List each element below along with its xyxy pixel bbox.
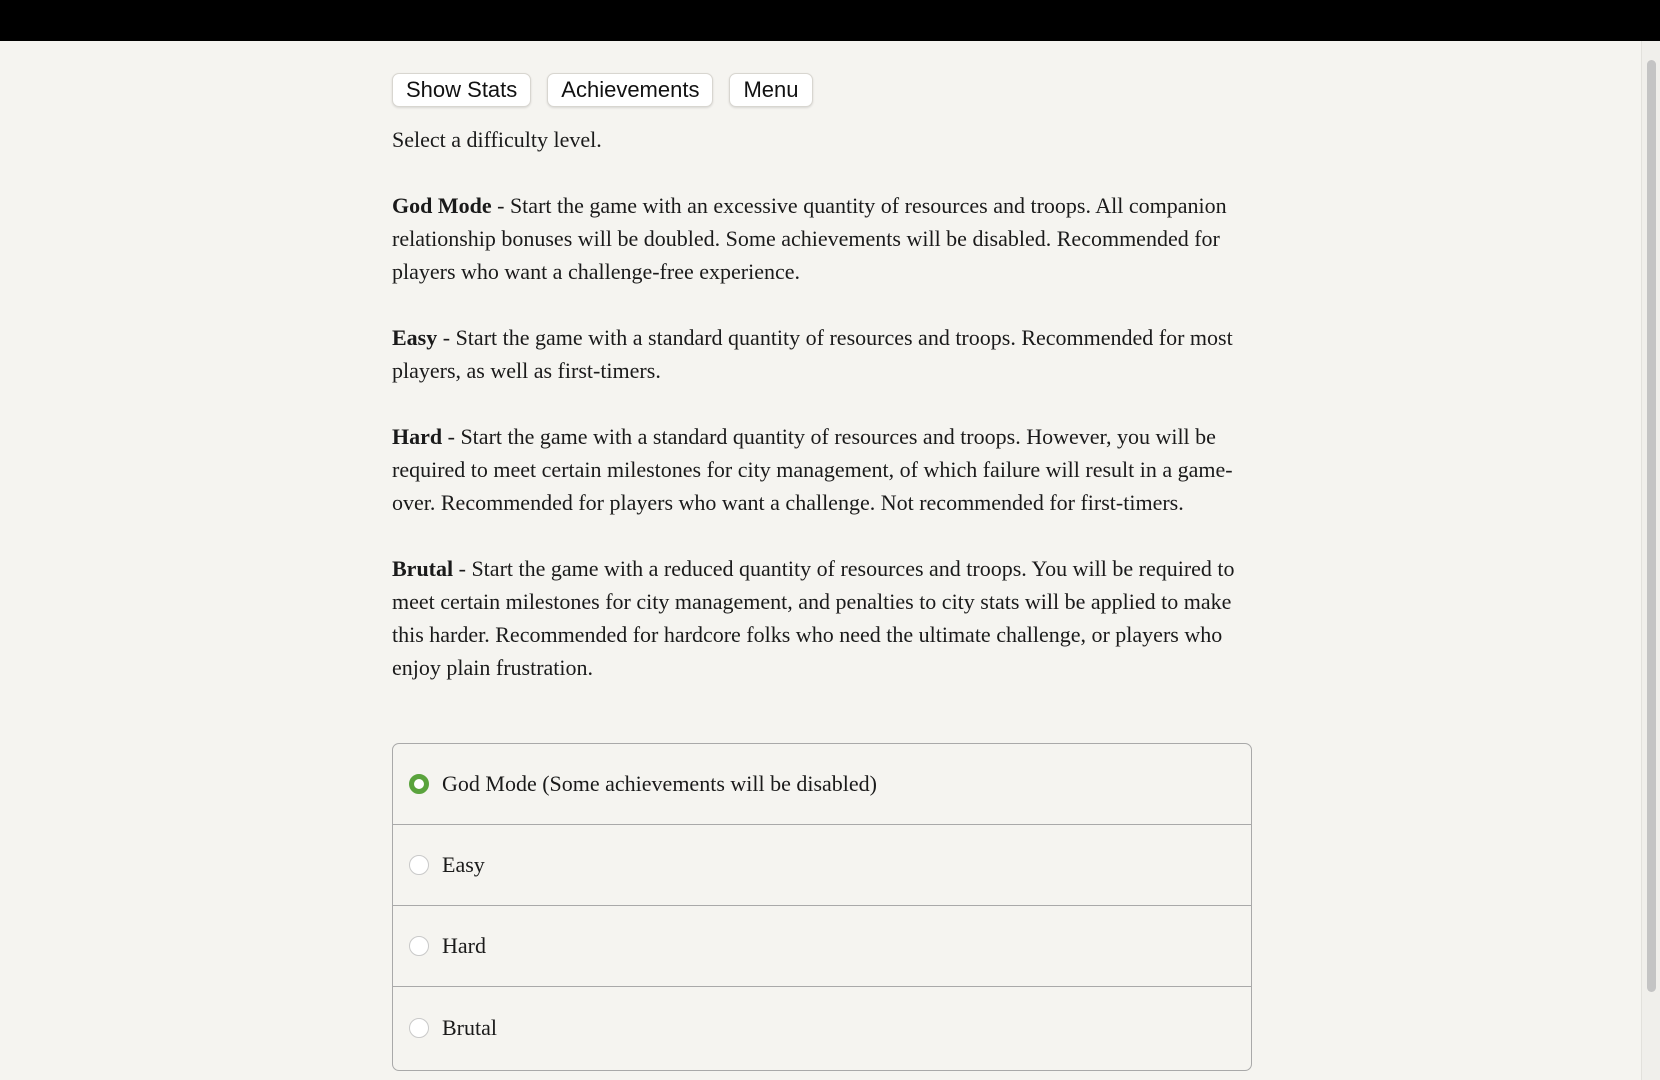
option-easy[interactable] [393, 825, 1251, 906]
difficulty-description: - Start the game with a reduced quantity of resources and troops. You will be required to meet certain milestones for city management, and penalties to city stats will be applied to make this harder. Recommended for hardcore folks who need the ultimate challenge, or players who enjoy plain frustration. [392, 556, 1235, 680]
top-bar [0, 0, 1660, 41]
show-stats-button[interactable]: Show Stats [392, 73, 531, 107]
radio-button[interactable] [409, 1018, 429, 1038]
difficulty-name: God Mode [392, 193, 492, 218]
option-god-mode[interactable] [393, 744, 1251, 825]
scrollbar-thumb[interactable] [1647, 60, 1656, 992]
achievements-button[interactable]: Achievements [547, 73, 713, 107]
option-brutal[interactable] [393, 987, 1251, 1068]
description-easy [392, 321, 1252, 387]
option-hard[interactable] [393, 906, 1251, 987]
main-content [392, 73, 1252, 717]
radio-button[interactable] [409, 855, 429, 875]
nav-bar [392, 73, 1252, 107]
option-label: Easy [442, 852, 485, 877]
difficulty-description: - Start the game with a standard quantity of resources and troops. Recommended for most players, as well as first-timers. [392, 325, 1233, 383]
difficulty-name: Hard [392, 424, 443, 449]
radio-button[interactable] [409, 936, 429, 956]
difficulty-name: Brutal [392, 556, 454, 581]
radio-button[interactable] [409, 774, 429, 794]
description-god-mode [392, 189, 1252, 288]
difficulty-description: - Start the game with a standard quantity of resources and troops. However, you will be required to meet certain milestones for city management, of which failure will result in a game-over. Recommended for players who want a challenge. Not recommended for first-timers. [392, 424, 1233, 515]
option-label: Brutal [442, 1014, 497, 1040]
option-label: God Mode (Some achievements will be disabled) [442, 771, 878, 796]
menu-button[interactable]: Menu [729, 73, 812, 107]
difficulty-options [392, 743, 1252, 1071]
intro-text: Select a difficulty level. [392, 127, 602, 152]
difficulty-name: Easy [392, 325, 438, 350]
difficulty-description: - Start the game with an excessive quantity of resources and troops. All companion relationship bonuses will be doubled. Some achievements will be disabled. Recommended for players who want a challenge-free experience. [392, 193, 1227, 284]
story-text [392, 123, 1252, 684]
option-label: Hard [442, 933, 486, 958]
description-brutal [392, 552, 1252, 684]
description-hard [392, 420, 1252, 519]
